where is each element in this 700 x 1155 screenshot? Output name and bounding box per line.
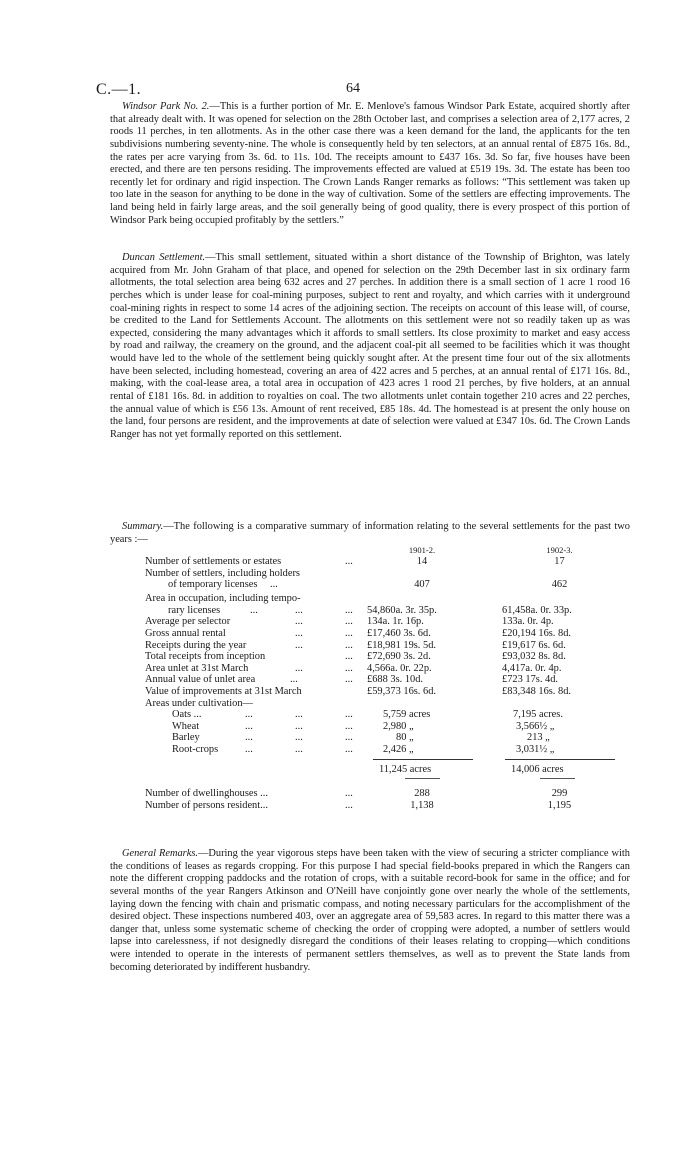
table-row (145, 556, 615, 568)
table-row (145, 651, 615, 663)
leader-dots: ... (270, 579, 278, 591)
row-label: Area in occupation, including tempo- (145, 593, 301, 605)
row-label: Number of dwellinghouses ... (145, 787, 268, 799)
value-1901: 2,426 „ (383, 743, 414, 755)
value-1902: £20,194 16s. 8d. (502, 627, 571, 639)
leader-dots: ... (250, 604, 258, 616)
leader-dots: ... (345, 627, 353, 639)
value-1901: 11,245 acres (379, 763, 432, 775)
table-row (145, 744, 615, 759)
row-label: Average per selector (145, 616, 231, 628)
value-1902: 4,417a. 0r. 4p. (502, 662, 562, 674)
row-label: Oats ... (172, 709, 202, 721)
value-1902: 7,195 acres. (513, 709, 563, 721)
value-1901: £59,373 16s. 6d. (367, 685, 436, 697)
table-row (145, 568, 615, 580)
row-label: Gross annual rental (145, 627, 226, 639)
table-row (145, 616, 615, 628)
leader-dots: ... (245, 720, 253, 732)
paragraph-windsor-park (110, 101, 630, 227)
value-1901: 4,566a. 0r. 22p. (367, 662, 432, 674)
table-row (145, 800, 615, 812)
leader-dots: ... (295, 639, 303, 651)
leader-dots: ... (345, 743, 353, 755)
value-1902: £93,032 8s. 8d. (502, 651, 566, 663)
leader-dots: ... (345, 651, 353, 663)
leader-dots: ... (245, 743, 253, 755)
summary-table (145, 545, 615, 811)
row-label: Total receipts from inception (145, 651, 266, 663)
leader-dots: ... (245, 709, 253, 721)
total-rule (373, 759, 473, 760)
leader-dots: ... (345, 732, 353, 744)
paragraph-heading: Windsor Park No. 2. (122, 101, 210, 112)
leader-dots: ... (245, 732, 253, 744)
value-1902: 462 (551, 579, 568, 591)
table-row (145, 709, 615, 721)
value-1901: 80 „ (396, 732, 414, 744)
row-label: Area unlet at 31st March (145, 662, 249, 674)
value-1902: 17 (554, 556, 565, 567)
value-1902: 299 (551, 787, 568, 799)
table-row (145, 628, 615, 640)
row-label: Barley (172, 732, 200, 744)
short-rule (540, 778, 575, 779)
value-1901: 5,759 acres (383, 709, 431, 721)
value-1902: £723 17s. 4d. (502, 674, 558, 686)
leader-dots: ... (345, 604, 353, 616)
value-1902: £19,617 6s. 6d. (502, 639, 566, 651)
paragraph-text: —During the year vigorous steps have been taken with the view of securing a stricter compliance with the conditions of leases as regards cropping. For this purpose I had special field-books prepared in which the Rangers can note the different cropping paddocks and the rotation of crops, with a suitable record-book for same in the office; and for several months of the year Rangers Atkinson and O'Neill have conjointly gone over nearly the whole of the settlements, laying down the fencing with chain and prismatic compass, and noting necessary particulars for the accomplishment of the desired object. These inspections numbered 403, over an aggregate area of 59,583 acres. In regard to this matter there was a danger that, unless some systematic scheme of checking the order of cropping were adopted, a number of settlers would lapse into carelessness, if not designedly disregard the conditions of their leases relating to cropping—which conditions were intended to operate in the interests of permanent settlers themselves, as well as to prevent the State lands from becoming deteriorated by indifferent husbandry. (110, 848, 630, 973)
short-rule-row (145, 778, 615, 788)
value-1902: 133a. 0r. 4p. (502, 616, 554, 628)
leader-dots: ... (345, 709, 353, 721)
row-label-continued: of temporary licenses (168, 579, 258, 591)
row-label: Annual value of unlet area (145, 674, 256, 686)
row-label: Number of settlers, including holders (145, 567, 300, 579)
table-row (145, 698, 615, 710)
table-row (145, 663, 615, 675)
year-header-1901: 1901-2. (408, 545, 436, 555)
table-row (145, 605, 615, 617)
leader-dots: ... (345, 556, 353, 567)
leader-dots: ... (345, 787, 353, 799)
total-rule (505, 759, 615, 760)
row-label: Value of improvements at 31st March (145, 685, 302, 697)
table-row (145, 721, 615, 733)
paragraph-duncan-settlement (110, 252, 630, 441)
paragraph-heading: General Remarks. (122, 848, 198, 859)
leader-dots: ... (295, 732, 303, 744)
leader-dots: ... (295, 709, 303, 721)
row-label: Number of settlements or estates (145, 556, 282, 567)
value-1901: £17,460 3s. 6d. (367, 627, 431, 639)
value-1902: 1,195 (547, 799, 572, 811)
leader-dots: ... (345, 639, 353, 651)
value-1902: 61,458a. 0r. 33p. (502, 604, 572, 616)
value-1902: 213 „ (527, 732, 550, 744)
value-1901: £72,690 3s. 2d. (367, 651, 431, 663)
table-row (145, 640, 615, 652)
leader-dots: ... (295, 627, 303, 639)
paragraph-text: —This small settlement, situated within a short distance of the Township of Brighton, was lately acquired from Mr. John Graham of that place, and opened for selection on the 29th December last in six ordinary farm allotments, the total selection area being 632 acres and 27 perches. In addition there is a small section of 1 acre 1 rood 16 perches which is under lease for coal-mining purposes, subject to rent and royalty, and which carries with it underground coal-mining rights in respect to some 14 acres of the adjoining section. The receipts on account of this lease will, of course, be credited to the Land for Settlements Account. The allotments on this settlement were not so readily taken up as was expected, considering the many advantages which it affords to small settlers. Its close proximity to market and easy access by road and railway, the creamery on the ground, and the adjacent coal-pit all seemed to be facilities which it was thought would have led to the whole of the settlement being quickly sought after. At the present time four out of the six allotments have been selected, including homestead, covering an area of 422 acres and 5 perches, at an annual rental of £171 16s. 8d., making, with the coal-lease area, a total area in occupation of 423 acres 1 rood 21 perches, by five holders, at an annual rental of £181 16s. 8d. in addition to royalties on coal. The two allotments unlet contain together 210 acres and 22 perches, the annual value of which is £56 13s. Amount of rent received, £85 18s. 4d. The homestead is at present the only house on the land, four persons are resident, and the improvements at date of selection were valued at £347 10s. 6d. The Crown Lands Ranger has not yet formally reported on this settlement. (110, 252, 630, 440)
leader-dots: ... (345, 674, 353, 686)
table-row (145, 674, 615, 686)
table-row (145, 593, 615, 605)
leader-dots: ... (295, 662, 303, 674)
value-1902: 3,566½ „ (516, 720, 555, 732)
value-1901: 407 (414, 579, 430, 591)
value-1901: 54,860a. 3r. 35p. (367, 604, 437, 616)
leader-dots: ... (345, 720, 353, 732)
row-label: Receipts during the year (145, 639, 247, 651)
page-number: 64 (346, 81, 360, 96)
table-row (145, 686, 615, 698)
row-label: Areas under cultivation— (145, 697, 253, 709)
paragraph-general-remarks (110, 848, 630, 974)
table-row (145, 788, 615, 800)
value-1902: 3,031½ „ (516, 743, 555, 755)
value-1901: £18,981 19s. 5d. (367, 639, 436, 651)
year-header-1902: 1902-3. (546, 545, 573, 555)
leader-dots: ... (295, 720, 303, 732)
value-1901: 14 (416, 556, 428, 567)
paragraph-summary (110, 521, 630, 546)
leader-dots: ... (345, 616, 353, 628)
leader-dots: ... (295, 616, 303, 628)
row-label: Number of persons resident... (145, 799, 268, 811)
short-rule (405, 778, 440, 779)
row-label: Root-crops (172, 743, 219, 755)
leader-dots: ... (290, 674, 298, 686)
table-row (145, 579, 615, 593)
paragraph-text: —The following is a comparative summary of information relating to the several settlements for the past two years :— (110, 521, 630, 545)
leader-dots: ... (295, 743, 303, 755)
table-row (145, 764, 615, 778)
leader-dots: ... (345, 799, 353, 811)
row-label-continued: rary licenses (168, 604, 221, 616)
value-1902: £83,348 16s. 8d. (502, 685, 571, 697)
leader-dots: ... (295, 604, 303, 616)
value-1901: 2,980 „ (383, 720, 414, 732)
report-code: C.—1. (96, 81, 142, 98)
table-row (145, 732, 615, 744)
row-label: Wheat (172, 720, 200, 732)
value-1901: 1,138 (410, 799, 434, 811)
value-1901: 288 (414, 787, 430, 799)
paragraph-heading: Duncan Settlement. (122, 252, 206, 263)
value-1901: 134a. 1r. 16p. (367, 616, 424, 628)
value-1902: 14,006 acres (511, 763, 564, 775)
paragraph-text: —This is a further portion of Mr. E. Menlove's famous Windsor Park Estate, acquired shortly after that already dealt with. It was opened for selection on the 28th October last, and comprises a selection area of 2,177 acres, 2 roods 11 perches, in ten allotments. As in the other case there was a keen demand for the land, the applicants for the ten subdivisions numbering seventy-nine. The whole is consequently held by ten selectors, at an annual rental of £875 16s. 8d., the rates per acre varying from 3s. 6d. to 11s. 10d. The receipts amount to £437 16s. 3d. So far, five houses have been erected, and there are ten persons residing. The improvements effected are valued at £519 19s. 3d. The estate has been too recently let for ordinary and rigid inspection. The Crown Lands Ranger remarks as follows: “This settlement was taken up too late in the season for anything to be done in the way of cultivation. Some of the settlers are effecting improvements. The land being held in fairly large areas, and the soil generally being of good quality, there is every prospect of this portion of Windsor Park being occupied profitably by the settlers.” (110, 101, 631, 226)
paragraph-heading: Summary. (122, 521, 164, 532)
value-1901: £688 3s. 10d. (367, 674, 423, 686)
leader-dots: ... (345, 662, 353, 674)
table-header-row (145, 545, 615, 556)
